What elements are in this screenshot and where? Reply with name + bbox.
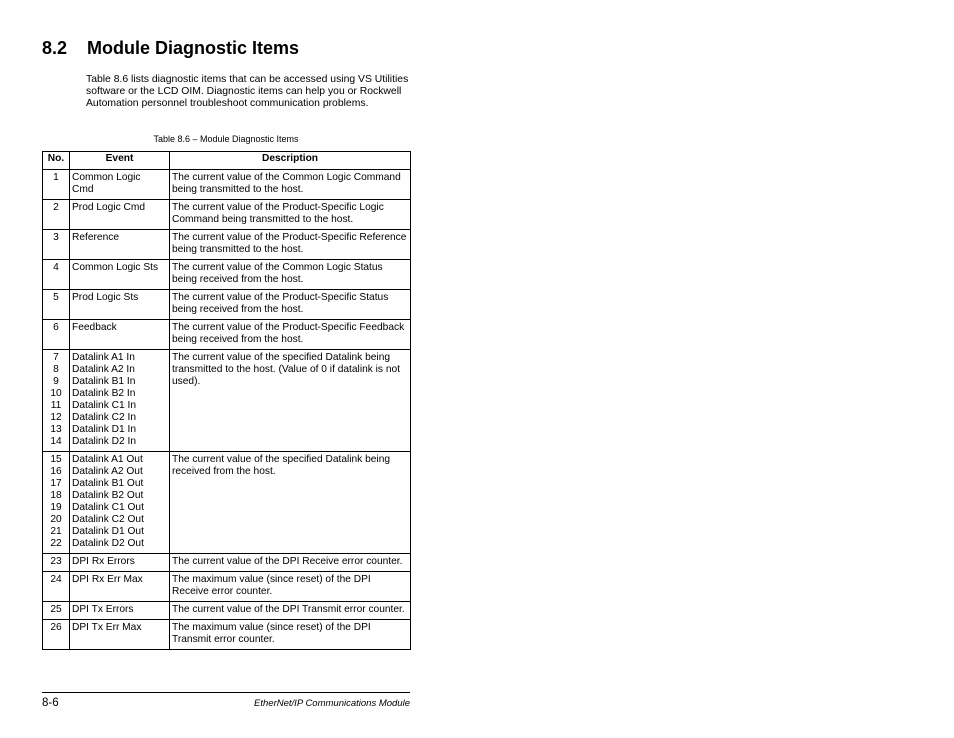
item-number: 7 (53, 352, 59, 363)
event-name: Reference (72, 232, 120, 243)
table-row (43, 452, 411, 554)
event-name: Cmd (72, 184, 94, 195)
cell-description: The maximum value (since reset) of the DPI Receive error counter. (170, 572, 411, 602)
event-name: Datalink C2 In (72, 412, 136, 423)
header-no: No. (43, 152, 70, 170)
page-number: 8-6 (42, 697, 59, 709)
item-number: 10 (50, 388, 62, 399)
cell-description: The current value of the DPI Receive error counter. (170, 554, 411, 572)
item-number: 1 (53, 172, 59, 183)
item-number: 18 (50, 490, 62, 501)
cell-description: The current value of the specified Datalink being received from the host. (170, 452, 411, 554)
item-number: 14 (50, 436, 62, 447)
item-number: 24 (50, 574, 62, 585)
event-name: Feedback (72, 322, 117, 333)
event-name: Datalink A2 Out (72, 466, 143, 477)
item-number: 26 (50, 622, 62, 633)
table-row (43, 320, 411, 350)
event-name: Datalink C2 Out (72, 514, 144, 525)
cell-event (70, 452, 170, 554)
cell-no (43, 620, 70, 650)
cell-event (70, 260, 170, 290)
event-name: Datalink C1 Out (72, 502, 144, 513)
item-number: 20 (50, 514, 62, 525)
footer-title: EtherNet/IP Communications Module (254, 698, 410, 709)
item-number: 9 (53, 376, 59, 387)
cell-description: The current value of the Product-Specific Status being received from the host. (170, 290, 411, 320)
cell-no (43, 230, 70, 260)
diagnostic-items-table (42, 151, 411, 650)
cell-description: The current value of the DPI Transmit error counter. (170, 602, 411, 620)
cell-no (43, 554, 70, 572)
cell-event (70, 350, 170, 452)
item-number: 11 (50, 400, 62, 411)
event-name: Datalink A2 In (72, 364, 135, 375)
event-name: Datalink C1 In (72, 400, 136, 411)
event-name: Datalink A1 Out (72, 454, 143, 465)
item-number: 6 (53, 322, 59, 333)
section-heading (42, 38, 299, 59)
cell-event (70, 554, 170, 572)
event-name: Datalink D1 In (72, 424, 136, 435)
event-name: Prod Logic Sts (72, 292, 139, 303)
item-number: 21 (50, 526, 62, 537)
table-row (43, 620, 411, 650)
item-number: 3 (53, 232, 59, 243)
item-number: 5 (53, 292, 59, 303)
event-name: Datalink B2 Out (72, 490, 144, 501)
cell-no (43, 260, 70, 290)
item-number: 4 (53, 262, 59, 273)
cell-event (70, 572, 170, 602)
table-body (43, 170, 411, 650)
footer-rule (42, 692, 410, 693)
item-number: 16 (50, 466, 62, 477)
item-number: 12 (50, 412, 62, 423)
item-number: 23 (50, 556, 62, 567)
cell-event (70, 320, 170, 350)
event-name: DPI Tx Errors (72, 604, 134, 615)
event-name: DPI Tx Err Max (72, 622, 142, 633)
cell-description: The current value of the Product-Specific Reference being transmitted to the host. (170, 230, 411, 260)
cell-no (43, 170, 70, 200)
table-row (43, 260, 411, 290)
table-row (43, 350, 411, 452)
header-description: Description (170, 152, 411, 170)
cell-event (70, 602, 170, 620)
cell-no (43, 572, 70, 602)
table-caption: Table 8.6 – Module Diagnostic Items (153, 134, 299, 144)
item-number: 22 (50, 538, 62, 549)
table-row (43, 170, 411, 200)
cell-no (43, 452, 70, 554)
cell-no (43, 602, 70, 620)
table-row (43, 200, 411, 230)
table-row (43, 572, 411, 602)
cell-description: The current value of the specified Datalink being transmitted to the host. (Value of 0 if datalink is not used). (170, 350, 411, 452)
table-row (43, 554, 411, 572)
item-number: 15 (50, 454, 62, 465)
item-number: 2 (53, 202, 59, 213)
cell-no (43, 320, 70, 350)
cell-event (70, 620, 170, 650)
cell-description: The maximum value (since reset) of the DPI Transmit error counter. (170, 620, 411, 650)
event-name: Datalink D2 Out (72, 538, 144, 549)
cell-description: The current value of the Common Logic Command being transmitted to the host. (170, 170, 411, 200)
item-number: 19 (50, 502, 62, 513)
header-event: Event (70, 152, 170, 170)
item-number: 13 (50, 424, 62, 435)
cell-no (43, 290, 70, 320)
cell-event (70, 290, 170, 320)
cell-event (70, 170, 170, 200)
section-title: Module Diagnostic Items (87, 38, 300, 58)
event-name: Datalink B1 In (72, 376, 136, 387)
intro-paragraph: Table 8.6 lists diagnostic items that can be accessed using VS Utilities software or the LCD OIM. Diagnostic items can help you or Rockwell Automation personnel troubleshoot communication problems. (86, 74, 409, 109)
cell-description: The current value of the Common Logic Status being received from the host. (170, 260, 411, 290)
cell-description: The current value of the Product-Specific Feedback being received from the host. (170, 320, 411, 350)
item-number: 17 (50, 478, 62, 489)
table-row (43, 230, 411, 260)
item-number: 25 (50, 604, 62, 615)
cell-no (43, 350, 70, 452)
section-number: 8.2 (42, 38, 68, 58)
event-name: Datalink D2 In (72, 436, 136, 447)
event-name: Datalink A1 In (72, 352, 135, 363)
cell-event (70, 230, 170, 260)
event-name: Common Logic (72, 172, 141, 183)
cell-no (43, 200, 70, 230)
event-name: Datalink B1 Out (72, 478, 144, 489)
table-header-row (43, 152, 411, 170)
table-row (43, 602, 411, 620)
cell-event (70, 200, 170, 230)
event-name: DPI Rx Err Max (72, 574, 143, 585)
table-row (43, 290, 411, 320)
event-name: Prod Logic Cmd (72, 202, 146, 213)
cell-description: The current value of the Product-Specific Logic Command being transmitted to the host. (170, 200, 411, 230)
item-number: 8 (53, 364, 59, 375)
event-name: Datalink B2 In (72, 388, 136, 399)
event-name: Common Logic Sts (72, 262, 159, 273)
event-name: DPI Rx Errors (72, 556, 135, 567)
event-name: Datalink D1 Out (72, 526, 144, 537)
